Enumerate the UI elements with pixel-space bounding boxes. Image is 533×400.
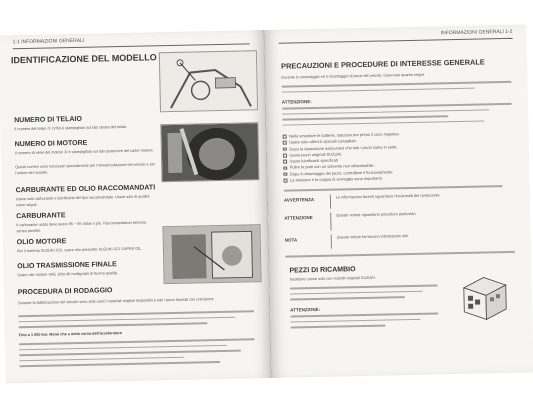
- intro-lines: [282, 81, 512, 97]
- avvertenza-text: Le informazioni facenti riguardano l'incolumità del conducente.: [335, 193, 441, 200]
- break-in-heading: PROCEDURA DI RODAGGIO: [17, 287, 113, 297]
- engine-number-text: Il numero di serie del motore ② è stampigliato sul lato posteriore del carter motore.: [14, 148, 154, 156]
- attenzione-label: ATTENZIONE: [284, 215, 313, 221]
- final-drive-oil-text: Usare olio motore SAE 10W-40 multigrado di buona qualità.: [17, 271, 119, 278]
- spare-parts-heading: PEZZI DI RICAMBIO: [289, 266, 356, 275]
- checklist-item: Dopo il rimontaggio dei pezzi, controllare il funzionamento.: [283, 167, 515, 178]
- attenzione-text: Queste notizie riguardano procedure particolari.: [336, 211, 417, 218]
- checklist-item: Pulire le parti con un solvente non infiammabile.: [283, 160, 515, 171]
- spare-parts-attention-lines: [290, 312, 438, 332]
- right-page-header: INFORMAZIONI GENERALI 1-2: [278, 29, 512, 44]
- attention-lines: [282, 103, 512, 130]
- frame-number-text: Il numero del telaio ① (VIN) è stampigliato sul lato destro del telaio.: [14, 124, 128, 132]
- right-page-title: PRECAUZIONI E PROCEDURE DI INTERESSE GENERALE: [281, 57, 485, 71]
- fuel-heading: CARBURANTE: [16, 212, 66, 221]
- genuine-parts-box-illustration: [455, 269, 512, 326]
- avvertenza-divider: [330, 195, 331, 209]
- separator-lines: [285, 251, 515, 261]
- checklist-item: Nello smontare le batterie, staccare per primo il cavo negativo.: [283, 129, 515, 140]
- left-page: [0, 30, 272, 383]
- checklist-item: Usare lubrificanti specificati.: [283, 154, 515, 165]
- avvertenza-label: AVVERTENZA: [283, 197, 315, 203]
- left-page-title: IDENTIFICAZIONE DEL MODELLO: [10, 52, 157, 66]
- fuel-oil-heading: CARBURANTE ED OLIO RACCOMANDATI: [15, 184, 156, 195]
- break-in-first-km: Fino a 1 000 km: Meno che a metà corsa dell'acceleratore: [18, 331, 122, 338]
- checklist-item: La tensione e la coppia di serraggio sono importanti.: [283, 173, 515, 184]
- nota-label: NOTA: [284, 237, 298, 243]
- frame-number-photo: [159, 50, 258, 112]
- engine-number-heading: NUMERO DI MOTORE: [14, 139, 88, 149]
- spare-parts-lines: [290, 284, 438, 304]
- final-drive-oil-heading: OLIO TRASMISSIONE FINALE: [17, 261, 117, 271]
- left-page-header: 1-1 INFORMAZIONI GENERALI: [12, 34, 249, 49]
- nota-divider: [331, 235, 332, 249]
- engine-number-photo: [160, 122, 259, 182]
- manual-spread: [0, 24, 533, 383]
- intro-text: Durante lo smontaggio ed il rimontaggio di pezzi del veicolo, osservare quanto segue.: [281, 72, 426, 80]
- checklist-item: Usare solo attrezzi speciali consigliati.: [283, 135, 515, 146]
- checklist-item: Dopo la riparazione assicurarsi che tutti i pezzi siano in sede.: [283, 141, 515, 152]
- fuel-text: Il carburante usato deve avere 85 ~ 95 ottani o più. Raccomandiamo benzina senza piombo.: [16, 220, 147, 233]
- engine-number-note: Questi numeri sono necessari specialmente per l'immatricolazione del veicolo e per l'ordine dei ricambi.: [15, 162, 156, 175]
- spare-parts-text: Sostituire i pezzi solo con ricambi originali SUZUKI.: [289, 275, 376, 282]
- oil-photo: [162, 224, 261, 284]
- break-in-detail-lines: [19, 338, 256, 371]
- right-page: [264, 25, 533, 378]
- nota-text: Queste notizie forniscono informazioni utili.: [336, 234, 409, 240]
- attenzione-divider: [330, 213, 331, 231]
- fuel-oil-text: Usare solo carburante e lubrificanti del tipo raccomandato. Usare solo di qualità come segue.: [15, 194, 150, 207]
- engine-oil-heading: OLIO MOTORE: [16, 238, 67, 247]
- attention-label: ATTENZIONE:: [281, 99, 312, 105]
- checklist: [283, 129, 516, 184]
- checklist-item: Usare pezzi originali SUZUKI.: [283, 148, 515, 159]
- spare-parts-attention: ATTENZIONE:: [290, 306, 321, 313]
- engine-oil-text: Per il sistema SUZUKI CCI, usare olio prescritto SUZUKI CCI SUPER OIL.: [16, 246, 143, 254]
- break-in-text: Durante la fabbricazione del veicolo sono stati usati i materiali migliori disponibili e tutti i pezzi lavorati con precisione.: [17, 297, 215, 306]
- frame-number-heading: NUMERO DI TELAIO: [14, 115, 82, 125]
